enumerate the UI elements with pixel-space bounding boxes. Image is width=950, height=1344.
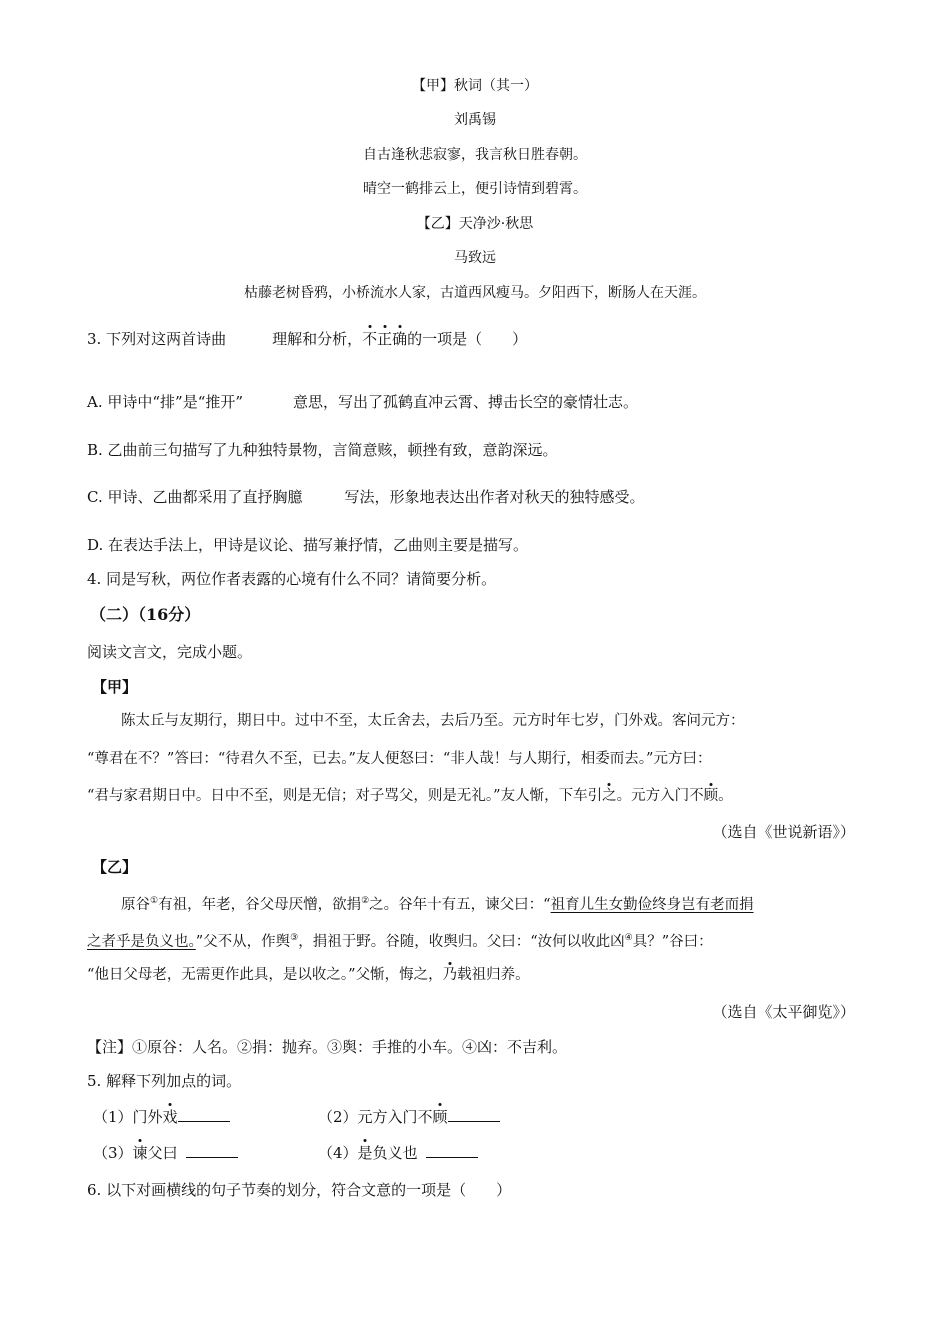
answer-blank[interactable] xyxy=(178,1107,230,1122)
underlined-sentence-part2: 之者乎是负义也。 xyxy=(87,933,196,950)
passage-jia-p1: 陈太丘与友期行，期日中。过中不至，太丘舍去，去后乃至。元方时年七岁，门外戏。客问元方： xyxy=(121,713,745,729)
poem-a-title: 【甲】秋词（其一） xyxy=(412,78,538,94)
passage-yi-label: 【乙】 xyxy=(92,858,138,876)
poem-a-line2: 晴空一鹤排云上，便引诗情到碧霄。 xyxy=(363,181,587,197)
passage-yi-source: （选自《太平御览》） xyxy=(712,1003,855,1021)
underlined-sentence-part1: 祖育儿生女勤俭终身岂有老而捐 xyxy=(550,896,754,913)
annotation-note: 【注】①原谷：人名。②捐：抛弃。③舆：手推的小车。④凶：不吉利。 xyxy=(87,1038,568,1056)
emphasis-dot-char: 不 xyxy=(362,330,378,348)
poem-b-line1: 枯藤老树昏鸦，小桥流水人家，古道西风瘦马。夕阳西下，断肠人在天涯。 xyxy=(244,285,706,301)
q3-option-a: A. 甲诗中“排”是“推开” 意思，写出了孤鹤直冲云霄、搏击长空的豪情壮志。 xyxy=(87,393,639,411)
q5-stem: 5. 解释下列加点的词。 xyxy=(87,1072,242,1090)
poem-b-author: 马致远 xyxy=(454,250,496,266)
q5-item-4: （4）是负义也 xyxy=(318,1143,478,1163)
emphasis-dot-char: 顾 xyxy=(432,1108,448,1126)
q3-option-c: C. 甲诗、乙曲都采用了直抒胸臆 写法，形象地表达出作者对秋天的独特感受。 xyxy=(87,488,645,506)
emphasis-dot-char: 之 xyxy=(602,788,617,804)
answer-blank[interactable] xyxy=(448,1107,500,1122)
passage-yi-p1: 原谷①有祖，年老，谷父母厌憎，欲捐②之。谷年十有五，谏父曰：“祖育儿生女勤俭终身岂有老而捐 xyxy=(121,896,754,913)
emphasis-dot-char: 戏 xyxy=(162,1108,178,1126)
passage-jia-source: （选自《世说新语》） xyxy=(712,823,855,841)
q3-option-b: B. 乙曲前三句描写了九种独特景物，言简意赅，顿挫有致，意韵深远。 xyxy=(87,441,558,459)
emphasis-dot-char: 确 xyxy=(392,330,408,348)
section-2-intro: 阅读文言文，完成小题。 xyxy=(87,643,253,661)
passage-jia-p3: “君与家君期日中。日中不至，则是无信；对子骂父，则是无礼。”友人惭，下车引之。元方入门不顾。 xyxy=(87,788,733,804)
passage-yi-p2: 之者乎是负义也。”父不从，作舆③，捐祖于野。谷随，收舆归。父曰：“汝何以收此凶④具？”谷曰： xyxy=(87,933,713,950)
emphasis-dot-char: 顾 xyxy=(703,788,719,804)
poem-b-title: 【乙】天净沙·秋思 xyxy=(416,216,534,232)
poem-a-line1: 自古逢秋悲寂寥，我言秋日胜春朝。 xyxy=(363,147,587,163)
emphasis-dot-char: 正 xyxy=(377,330,393,348)
passage-jia-label: 【甲】 xyxy=(92,678,138,696)
q5-item-3: （3）谏父曰 xyxy=(93,1143,238,1163)
q4-stem: 4. 同是写秋，两位作者表露的心境有什么不同？请简要分析。 xyxy=(87,570,497,588)
emphasis-dot-char: 乃 xyxy=(442,967,458,983)
answer-blank[interactable] xyxy=(186,1143,238,1158)
poem-a-author: 刘禹锡 xyxy=(454,112,496,128)
emphasis-dot-char: 是 xyxy=(357,1144,373,1162)
q5-item-1: （1）门外戏 xyxy=(93,1107,230,1127)
q6-stem: 6. 以下对画横线的句子节奏的划分，符合文意的一项是（ ） xyxy=(87,1181,512,1199)
passage-yi-p3: “他日父母老，无需更作此具，是以收之。”父惭，悔之，乃载祖归养。 xyxy=(87,967,530,983)
passage-jia-p2: “尊君在不？”答曰：“待君久不至，已去。”友人便怒曰：“非人哉！与人期行，相委而去。”元方曰： xyxy=(87,751,712,767)
section-2-title: （二）（16分） xyxy=(90,605,201,624)
emphasis-dot-char: 谏 xyxy=(132,1144,148,1162)
q5-item-2: （2）元方入门不顾 xyxy=(318,1107,500,1127)
answer-blank[interactable] xyxy=(426,1143,478,1158)
q3-option-d: D. 在表达手法上，甲诗是议论、描写兼抒情，乙曲则主要是描写。 xyxy=(87,536,529,554)
q3-stem: 3. 下列对这两首诗曲 理解和分析，不正确的一项是（ ） xyxy=(87,330,528,348)
